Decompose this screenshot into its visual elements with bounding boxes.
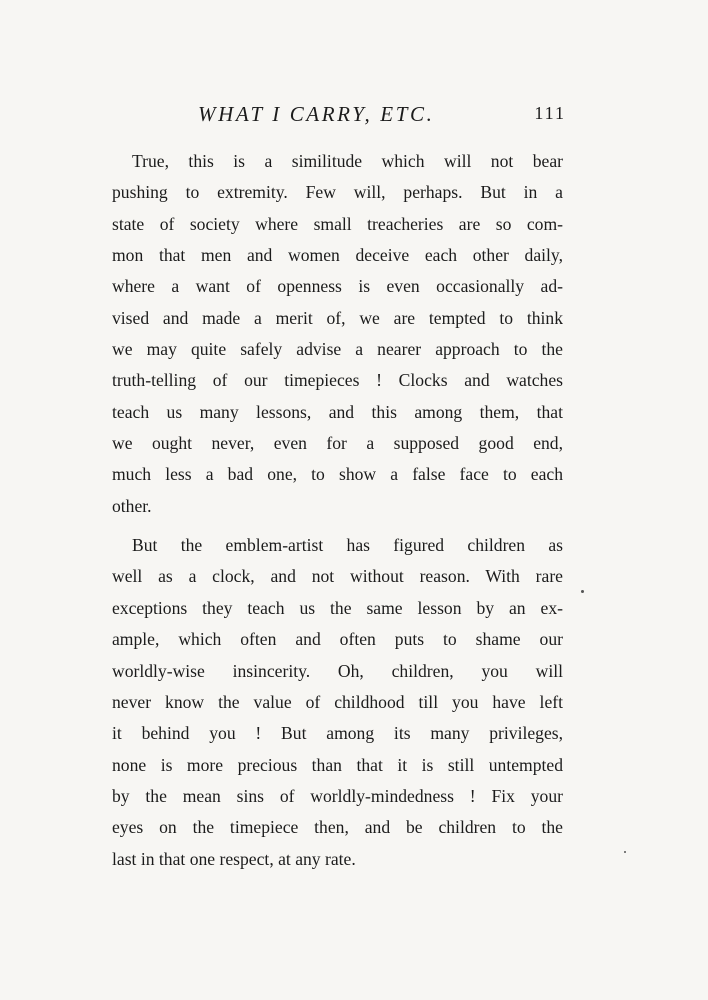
text-line: ample, which often and often puts to shame our: [112, 629, 563, 650]
text-line: much less a bad one, to show a false face to each: [112, 464, 563, 485]
text-line: none is more precious than that it is still untempted: [112, 754, 563, 775]
text-line: True, this is a similitude which will not bear: [132, 151, 563, 171]
text-line: it behind you ! But among its many privileges,: [112, 723, 563, 744]
text-line: where a want of openness is even occasionally ad-: [112, 276, 563, 297]
text-line: other.: [112, 495, 152, 516]
text-line: never know the value of childhood till you have left: [112, 691, 563, 712]
text-line: vised and made a merit of, we are tempted to think: [112, 307, 563, 328]
page-number: 111: [534, 103, 566, 123]
text-line: well as a clock, and not without reason. With rare: [112, 566, 563, 587]
paragraph-2: [112, 530, 563, 875]
running-title: WHAT I CARRY, ETC.: [198, 102, 435, 126]
text-line: mon that men and women deceive each other daily,: [112, 245, 563, 266]
text-line: worldly-wise insincerity. Oh, children, you will: [112, 660, 563, 681]
paragraph-gap: [112, 522, 563, 530]
running-head: [110, 102, 570, 134]
text-line: truth-telling of our timepieces ! Clocks and watches: [112, 370, 563, 391]
paragraph-1: [112, 146, 563, 522]
text-line: last in that one respect, at any rate.: [112, 848, 356, 869]
paper-speck: [624, 851, 626, 853]
text-line: But the emblem-artist has figured children as: [132, 535, 563, 556]
text-line: we may quite safely advise a nearer approach to the: [112, 339, 563, 360]
text-line: state of society where small treacheries are so com-: [112, 213, 563, 234]
text-line: teach us many lessons, and this among them, that: [112, 401, 563, 422]
text-line: pushing to extremity. Few will, perhaps. But in a: [112, 182, 563, 203]
body-text: [112, 146, 563, 875]
text-line: by the mean sins of worldly-mindedness ! Fix your: [112, 785, 563, 806]
text-line: we ought never, even for a supposed good end,: [112, 433, 563, 454]
text-line: eyes on the timepiece then, and be children to the: [112, 817, 563, 838]
text-line: exceptions they teach us the same lesson by an ex-: [112, 597, 563, 618]
paper-speck: [581, 590, 584, 593]
